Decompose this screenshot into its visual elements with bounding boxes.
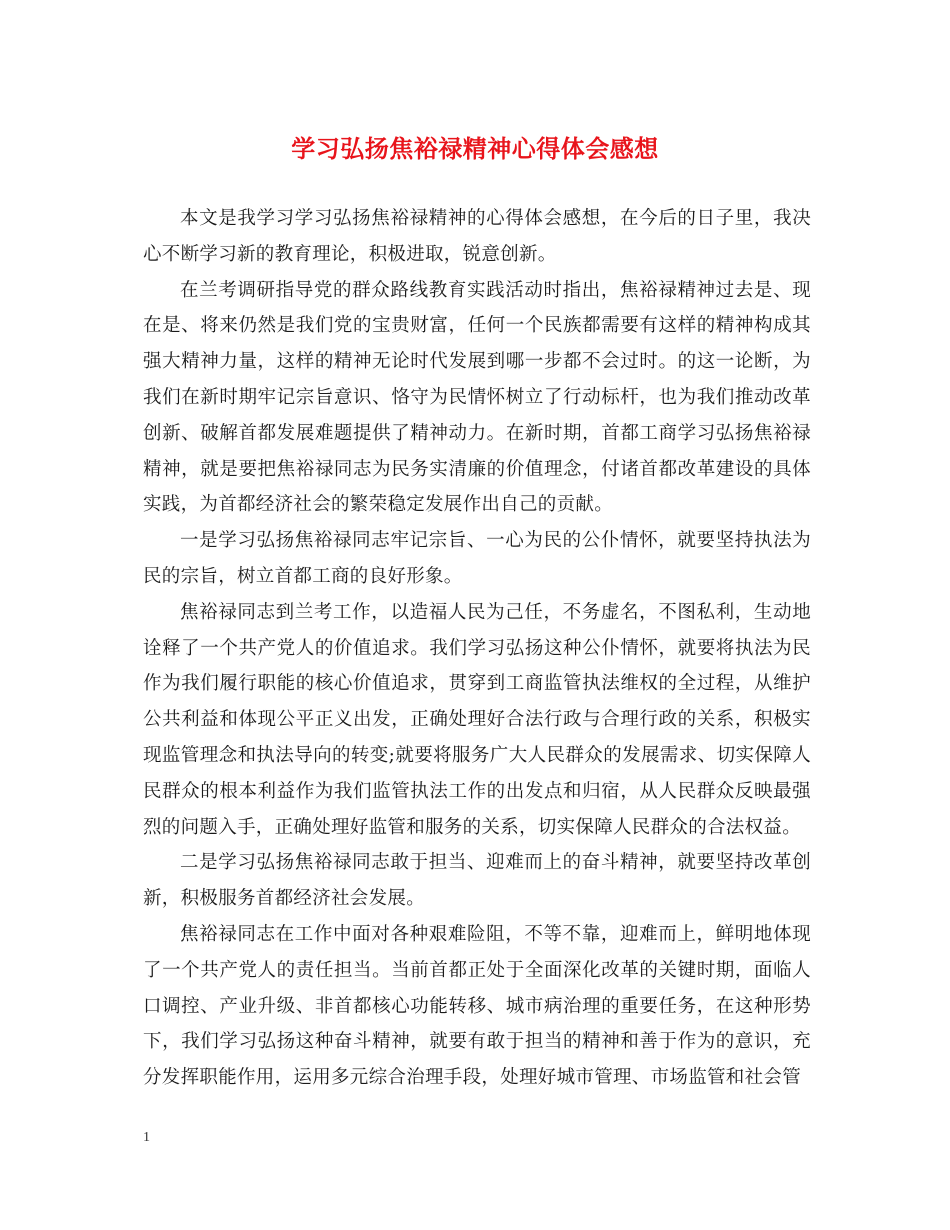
page-number: 1 [143, 1130, 150, 1145]
paragraph: 焦裕禄同志在工作中面对各种艰难险阻，不等不靠，迎难而上，鲜明地体现了一个共产党人的责任担当。当前首都正处于全面深化改革的关键时期，面临人口调控、产业升级、非首都核心功能转移、城市病治理的重要任务，在这种形势下，我们学习弘扬这种奋斗精神，就要有敢于担当的精神和善于作为的意识，充分发挥职能作用，运用多元综合治理手段，处理好城市管理、市场监管和社会管 [143, 923, 811, 1089]
document-title: 学习弘扬焦裕禄精神心得体会感想 [291, 134, 659, 163]
paragraph: 在兰考调研指导党的群众路线教育实践活动时指出，焦裕禄精神过去是、现在是、将来仍然是我们党的宝贵财富，任何一个民族都需要有这样的精神构成其强大精神力量，这样的精神无论时代发展到哪一步都不会过时。的这一论断，为我们在新时期牢记宗旨意识、恪守为民情怀树立了行动标杆，也为我们推动改革创新、破解首都发展难题提供了精神动力。在新时期，首都工商学习弘扬焦裕禄精神，就是要把焦裕禄同志为民务实清廉的价值理念，付诸首都改革建设的具体实践，为首都经济社会的繁荣稳定发展作出自己的贡献。 [143, 279, 811, 516]
paragraph: 本文是我学习学习弘扬焦裕禄精神的心得体会感想，在今后的日子里，我决心不断学习新的教育理论，积极进取，锐意创新。 [143, 208, 811, 265]
paragraph: 二是学习弘扬焦裕禄同志敢于担当、迎难而上的奋斗精神，就要坚持改革创新，积极服务首都经济社会发展。 [143, 852, 811, 910]
document-body [143, 201, 811, 1096]
paragraph: 一是学习弘扬焦裕禄同志牢记宗旨、一心为民的公仆情怀，就要坚持执法为民的宗旨，树立首都工商的良好形象。 [143, 530, 811, 587]
paragraph: 焦裕禄同志到兰考工作，以造福人民为己任，不务虚名，不图私利，生动地诠释了一个共产党人的价值追求。我们学习弘扬这种公仆情怀，就要将执法为民作为我们履行职能的核心价值追求，贯穿到工商监管执法维权的全过程，从维护公共利益和体现公平正义出发，正确处理好合法行政与合理行政的关系，积极实现监管理念和执法导向的转变;就要将服务广大人民群众的发展需求、切实保障人民群众的根本利益作为我们监管执法工作的出发点和归宿，从人民群众反映最强烈的问题入手，正确处理好监管和服务的关系，切实保障人民群众的合法权益。 [143, 601, 811, 838]
